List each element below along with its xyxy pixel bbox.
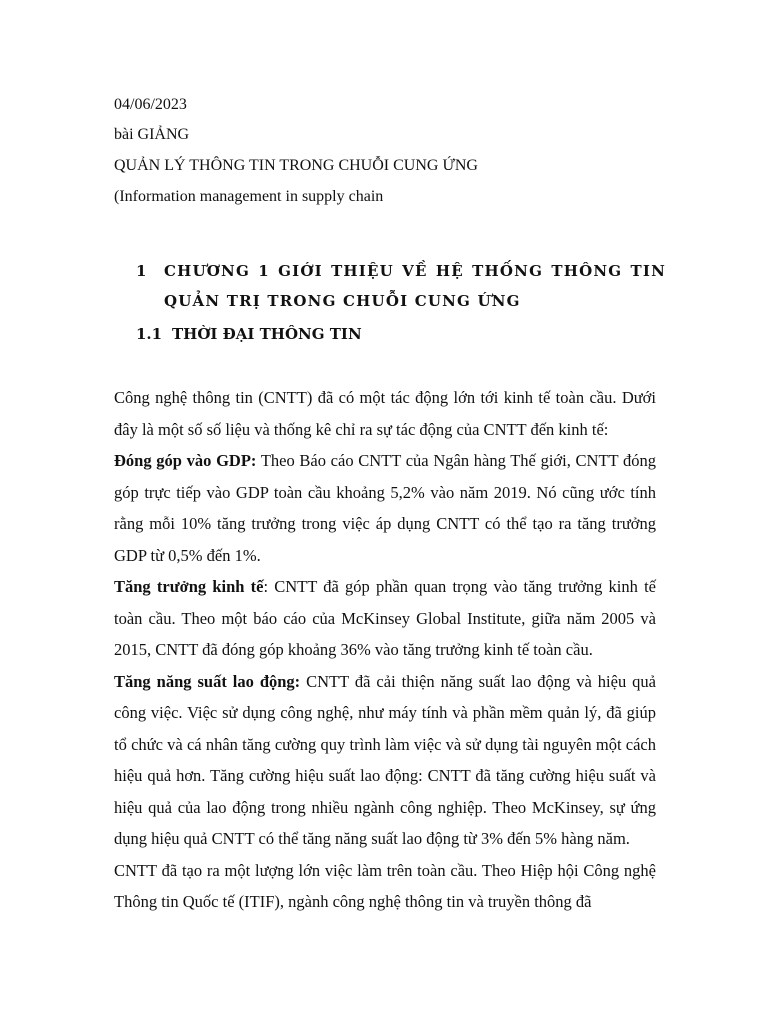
lecture-label: bài GIẢNG (114, 126, 190, 143)
document-date: 04/06/2023 (114, 96, 187, 113)
chapter-number: 1 (136, 262, 148, 280)
paragraph-text: Công nghệ thông tin (CNTT) đã có một tác động lớn tới kinh tế toàn cầu. Dưới đây là một số số liệu và thống kê chỉ ra sự tác động của CNTT đến kinh tế: (114, 388, 656, 439)
paragraph-lead: Tăng trưởng kinh tế (114, 577, 264, 596)
paragraph-jobs (114, 855, 656, 918)
paragraph-lead: Đóng góp vào GDP: (114, 451, 257, 470)
paragraph-text: Theo Báo cáo CNTT của Ngân hàng Thế giới, CNTT đóng góp trực tiếp vào GDP toàn cầu khoảng 5,2% vào năm 2019. Nó cũng ước tính rằng mỗi 10% tăng trưởng trong việc áp dụng CNTT có thể tạo ra tăng trưởng GDP từ 0,5% đến 1%. (114, 451, 656, 565)
body-text (114, 382, 656, 918)
chapter-title: CHƯƠNG 1 GIỚI THIỆU VỀ HỆ THỐNG THÔNG TIN QUẢN TRỊ TRONG CHUỖI CUNG ỨNG (164, 262, 666, 310)
paragraph-text: CNTT đã cải thiện năng suất lao động và hiệu quả công việc. Việc sử dụng công nghệ, như máy tính và phần mềm quản lý, đã giúp tổ chức và cá nhân tăng cường quy trình làm việc và sử dụng tài nguyên một cách hiệu quả hơn. Tăng cường hiệu suất lao động: CNTT đã tăng cường hiệu suất và hiệu quả của lao động trong nhiều ngành công nghiệp. Theo McKinsey, sự ứng dụng hiệu quả CNTT có thể tăng năng suất lao động từ 3% đến 5% hàng năm. (114, 671, 656, 848)
paragraph-text: : CNTT đã góp phần quan trọng vào tăng trưởng kinh tế toàn cầu. Theo một báo cáo của McKinsey Global Institute, giữa năm 2005 và 2015, CNTT đã đóng góp khoảng 36% vào tăng trưởng kinh tế toàn cầu. (114, 577, 656, 659)
paragraph-lead: Tăng năng suất lao động: (114, 671, 301, 691)
section-number: 1.1 (136, 325, 163, 343)
paragraph-productivity (114, 666, 656, 855)
chapter-heading (136, 256, 666, 316)
document-title-english: (Information management in supply chain (114, 188, 384, 205)
section-heading (136, 322, 362, 346)
paragraph-gdp (114, 445, 656, 571)
paragraph-growth (114, 571, 656, 666)
document-title: QUẢN LÝ THÔNG TIN TRONG CHUỖI CUNG ỨNG (114, 157, 478, 174)
paragraph-intro (114, 382, 656, 445)
section-title: THỜI ĐẠI THÔNG TIN (172, 325, 362, 343)
paragraph-text: CNTT đã tạo ra một lượng lớn việc làm trên toàn cầu. Theo Hiệp hội Công nghệ Thông tin Quốc tế (ITIF), ngành công nghệ thông tin và truyền thông đã (114, 860, 656, 911)
